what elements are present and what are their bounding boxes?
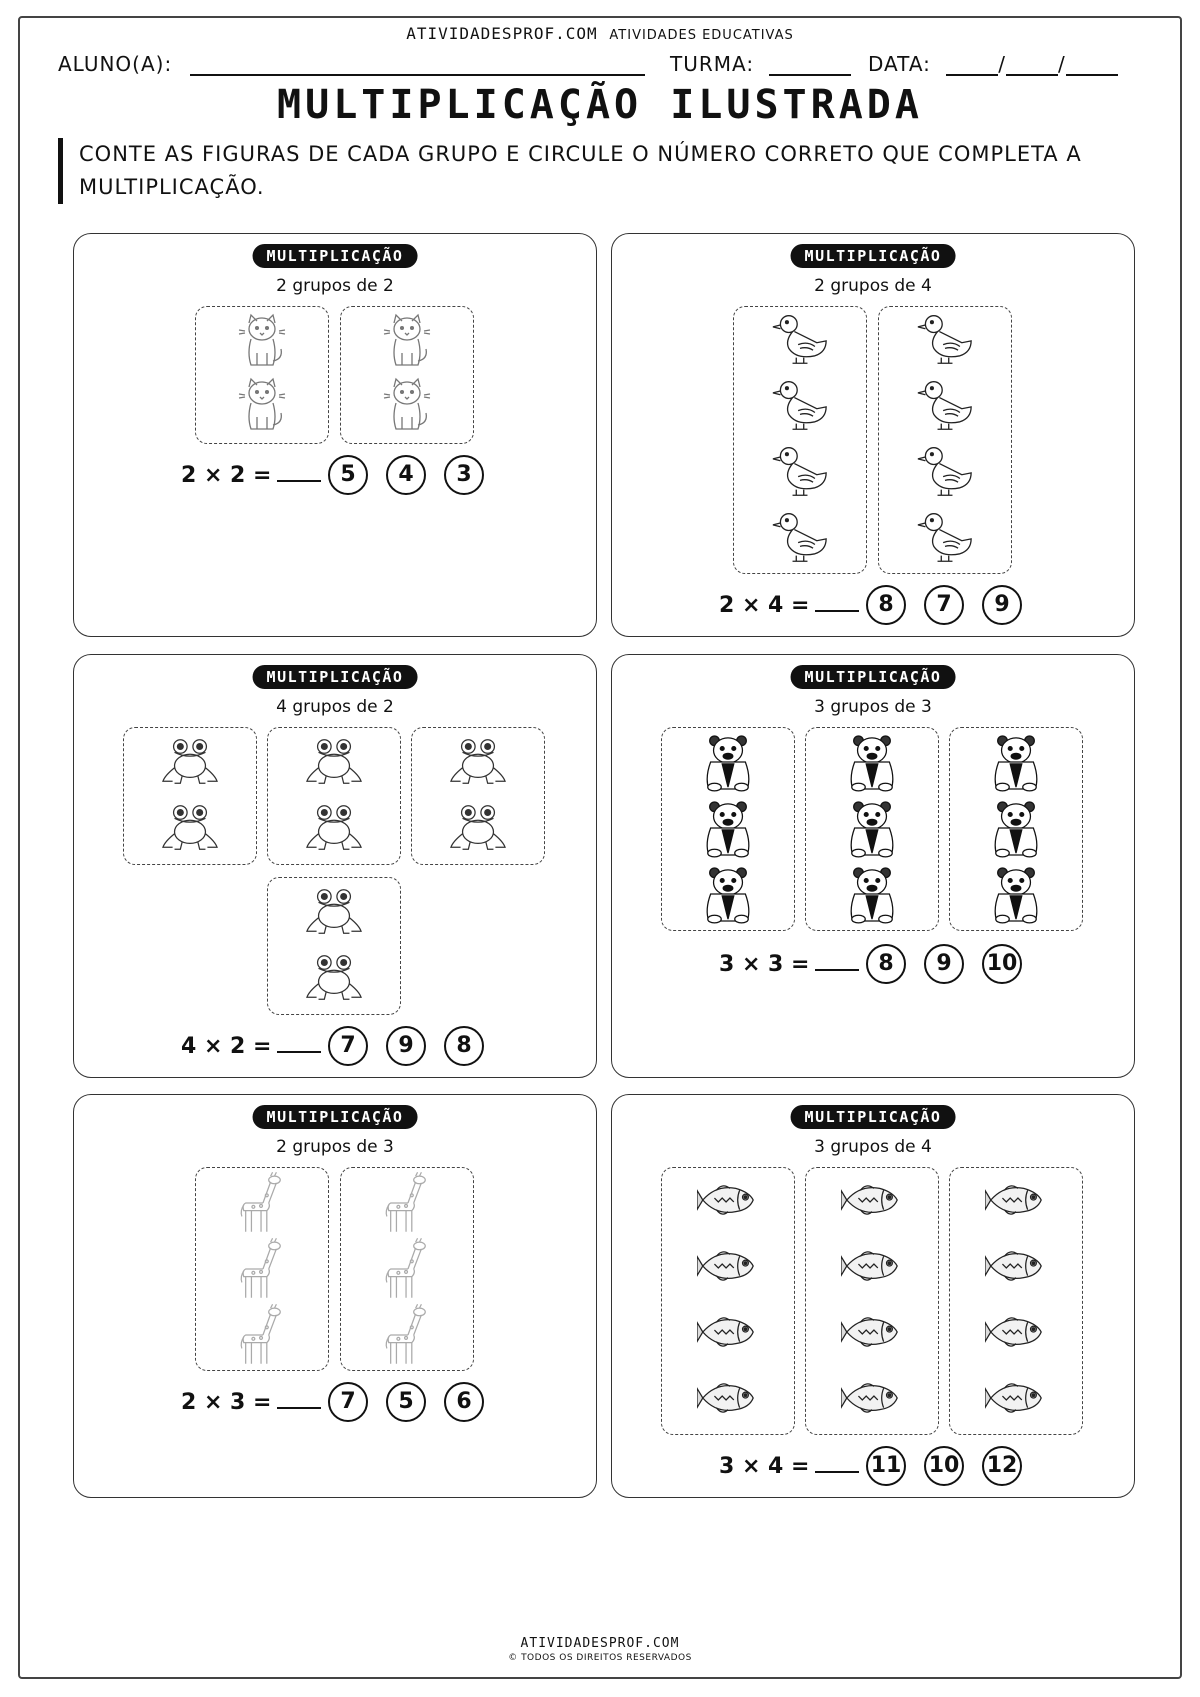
fish-icon [985,1180,1047,1220]
frog-icon [449,802,507,852]
fish-icon [697,1180,759,1220]
exercise-card-5 [73,1094,597,1498]
answer-option[interactable]: 6 [444,1382,484,1422]
bear-icon [845,732,899,792]
student-fields: ALUNO(A): TURMA: DATA: / / [58,52,1148,82]
equation [181,1033,321,1059]
fish-icon [841,1246,903,1286]
bear-icon [701,798,755,858]
answer-option[interactable]: 9 [386,1026,426,1066]
card-subtitle: 3 grupos de 3 [814,697,932,717]
cat-icon [382,377,432,433]
group-box [267,727,401,865]
group-box [949,1167,1083,1435]
page-title: MULTIPLICAÇÃO ILUSTRADA [277,82,923,128]
answer-option[interactable]: 12 [982,1446,1022,1486]
frog-icon [161,736,219,786]
group-box [123,727,257,865]
fish-icon [841,1378,903,1418]
student-label: ALUNO(A): [58,52,173,76]
bear-icon [989,864,1043,924]
bear-icon [701,864,755,924]
footer-copyright: © TODOS OS DIREITOS RESERVADOS [508,1653,692,1663]
group-box [805,727,939,931]
duck-icon [917,509,973,565]
answer-option[interactable]: 11 [866,1446,906,1486]
cat-icon [237,377,287,433]
answer-blank[interactable] [277,1389,321,1409]
card-badge: MULTIPLICAÇÃO [791,244,956,268]
fish-icon [841,1312,903,1352]
cat-icon [382,313,432,369]
group-box [949,727,1083,931]
fish-icon [985,1246,1047,1286]
answer-option[interactable]: 10 [982,944,1022,984]
student-name-field[interactable] [190,54,645,76]
card-subtitle: 2 grupos de 3 [276,1137,394,1157]
frog-icon [305,802,363,852]
date-day-field[interactable] [946,54,998,76]
site-subtitle: ATIVIDADES EDUCATIVAS [609,28,794,43]
answer-option[interactable]: 10 [924,1446,964,1486]
exercise-card-1 [73,233,597,637]
fish-icon [985,1312,1047,1352]
duck-icon [772,509,828,565]
equation-text: 2 × 4 = [719,593,810,618]
answer-option[interactable]: 9 [982,585,1022,625]
duck-icon [772,311,828,367]
answer-option[interactable]: 5 [328,455,368,495]
group-box [340,306,474,444]
frog-icon [305,886,363,936]
bear-icon [845,864,899,924]
fish-icon [697,1378,759,1418]
bear-icon [845,798,899,858]
answer-option[interactable]: 8 [866,585,906,625]
site-name: ATIVIDADESPROF.COM [406,24,598,43]
giraffe-icon [238,1172,286,1234]
answer-blank[interactable] [815,951,859,971]
group-box [733,306,867,574]
fish-icon [841,1180,903,1220]
card-subtitle: 3 grupos de 4 [814,1137,932,1157]
class-field[interactable] [769,54,851,76]
site-header [0,24,1200,43]
bear-icon [701,732,755,792]
class-label: TURMA: [670,52,755,76]
answer-blank[interactable] [815,592,859,612]
group-box [661,727,795,931]
frog-icon [305,952,363,1002]
duck-icon [772,377,828,433]
date-year-field[interactable] [1066,54,1118,76]
equation [719,1453,859,1479]
answer-option[interactable]: 7 [328,1026,368,1066]
giraffe-icon [383,1238,431,1300]
card-badge: MULTIPLICAÇÃO [253,1105,418,1129]
equation [181,1389,321,1415]
group-box [878,306,1012,574]
fish-icon [985,1378,1047,1418]
group-box [805,1167,939,1435]
answer-option[interactable]: 9 [924,944,964,984]
footer [0,1636,1200,1663]
group-box [195,1167,329,1371]
card-badge: MULTIPLICAÇÃO [253,665,418,689]
equation-text: 3 × 3 = [719,952,810,977]
bear-icon [989,732,1043,792]
card-badge: MULTIPLICAÇÃO [253,244,418,268]
duck-icon [917,377,973,433]
duck-icon [917,443,973,499]
answer-option[interactable]: 4 [386,455,426,495]
group-box [195,306,329,444]
equation-text: 2 × 2 = [181,463,272,488]
frog-icon [449,736,507,786]
answer-option[interactable]: 7 [924,585,964,625]
group-box [267,877,401,1015]
equation [719,951,859,977]
giraffe-icon [383,1304,431,1366]
answer-option[interactable]: 8 [444,1026,484,1066]
cat-icon [237,313,287,369]
group-box [411,727,545,865]
giraffe-icon [238,1238,286,1300]
fish-icon [697,1246,759,1286]
group-box [340,1167,474,1371]
bear-icon [989,798,1043,858]
answer-option[interactable]: 8 [866,944,906,984]
answer-blank[interactable] [277,1033,321,1053]
exercise-card-6 [611,1094,1135,1498]
duck-icon [917,311,973,367]
equation-text: 2 × 3 = [181,1390,272,1415]
exercise-card-3 [73,654,597,1078]
equation-text: 3 × 4 = [719,1454,810,1479]
duck-icon [772,443,828,499]
card-subtitle: 4 grupos de 2 [276,697,394,717]
footer-site: ATIVIDADESPROF.COM [520,1636,680,1651]
equation [719,592,859,618]
answer-blank[interactable] [815,1453,859,1473]
answer-option[interactable]: 5 [386,1382,426,1422]
answer-blank[interactable] [277,462,321,482]
card-badge: MULTIPLICAÇÃO [791,665,956,689]
frog-icon [161,802,219,852]
frog-icon [305,736,363,786]
fish-icon [697,1312,759,1352]
card-subtitle: 2 grupos de 2 [276,276,394,296]
giraffe-icon [238,1304,286,1366]
date-label: DATA: [868,52,931,76]
exercise-card-2 [611,233,1135,637]
group-box [661,1167,795,1435]
answer-option[interactable]: 3 [444,455,484,495]
exercise-card-4 [611,654,1135,1078]
card-subtitle: 2 grupos de 4 [814,276,932,296]
equation [181,462,321,488]
card-badge: MULTIPLICAÇÃO [791,1105,956,1129]
giraffe-icon [383,1172,431,1234]
answer-option[interactable]: 7 [328,1382,368,1422]
date-month-field[interactable] [1006,54,1058,76]
equation-text: 4 × 2 = [181,1034,272,1059]
instructions: CONTE AS FIGURAS DE CADA GRUPO E CIRCULE O NÚMERO CORRETO QUE COMPLETA A MULTIPLICAÇÃO. [58,138,1149,204]
